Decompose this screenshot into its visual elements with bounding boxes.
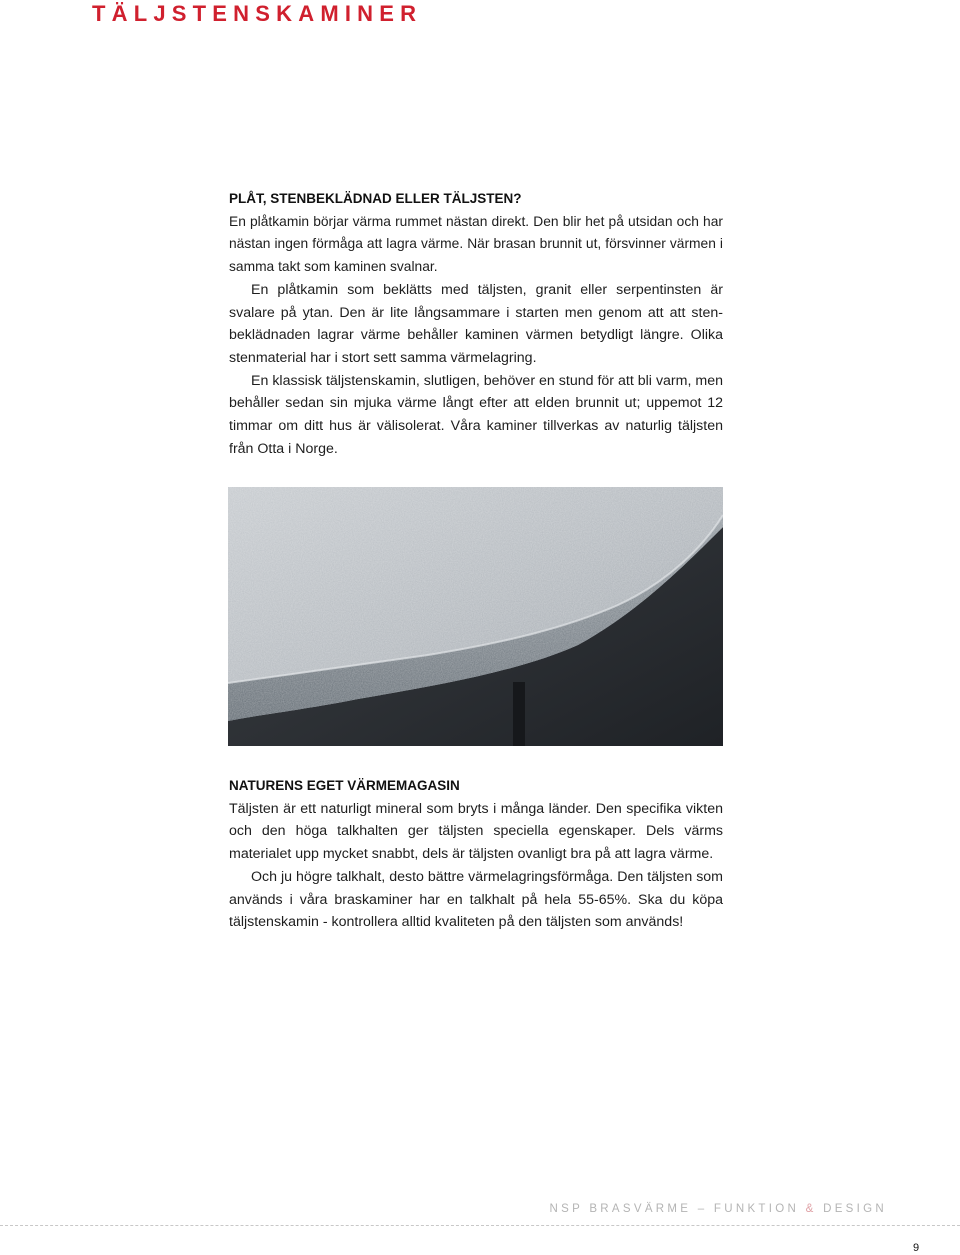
section-stove-materials [229, 188, 723, 460]
footer-divider [0, 1225, 960, 1226]
footer-brand-left: NSP BRASVÄRME – FUNKTION [549, 1203, 800, 1215]
paragraph: En plåtkamin börjar värma rummet nästan direkt. Den blir het på utsidan och har nästan ingen förmåga att lagra värme. När brasan brunnit ut, försvinner värmen i samma takt som kaminen svalnar. [229, 213, 723, 275]
footer-brand-ampersand: & [805, 1203, 817, 1215]
paragraph: En plåtkamin som beklätts med täljsten, granit eller serpentinsten är svalare på ytan. Den är lite långsammare i starten men genom att att stenbeklädnaden lagrar värme behåller kaminen värmen betydligt längre. Olika stenmaterial har i stort sett samma värmelagring. [229, 281, 723, 366]
section-heading: NATURENS EGET VÄRMEMAGASIN [229, 778, 460, 793]
footer-brand-right: DESIGN [823, 1203, 887, 1215]
section-heat-storage [229, 775, 723, 934]
page-number: 9 [913, 1242, 920, 1254]
paragraph: Och ju högre talkhalt, desto bättre värmelagringsförmåga. Den täljsten som används i våra braskaminer har en talkhalt på hela 55-65%. Ska du köpa täljstenskamin - kontrollera alltid kvaliteten på den täljsten som används! [229, 868, 723, 931]
footer-brand [550, 1203, 888, 1215]
soapstone-closeup-photo [228, 487, 723, 746]
paragraph: Täljsten är ett naturligt mineral som bryts i många länder. Den specifika vikten och den höga talkhalten ger täljsten speciella egenskaper. Dels värms materialet upp mycket snabbt, dels är täljsten ovanligt bra på att lagra värme. [229, 800, 723, 863]
paragraph: En klassisk täljstenskamin, slutligen, behöver en stund för att bli varm, men behåller sedan sin mjuka värme långt efter att elden brunnit ut; uppemot 12 timmar om ditt hus är välisolerat. Våra kaminer tillverkas av naturlig täljsten från Otta i Norge. [229, 372, 723, 457]
section-heading: PLÅT, STENBEKLÄDNAD ELLER TÄLJSTEN? [229, 191, 522, 206]
page-title: TÄLJSTENSKAMINER [92, 1, 423, 26]
